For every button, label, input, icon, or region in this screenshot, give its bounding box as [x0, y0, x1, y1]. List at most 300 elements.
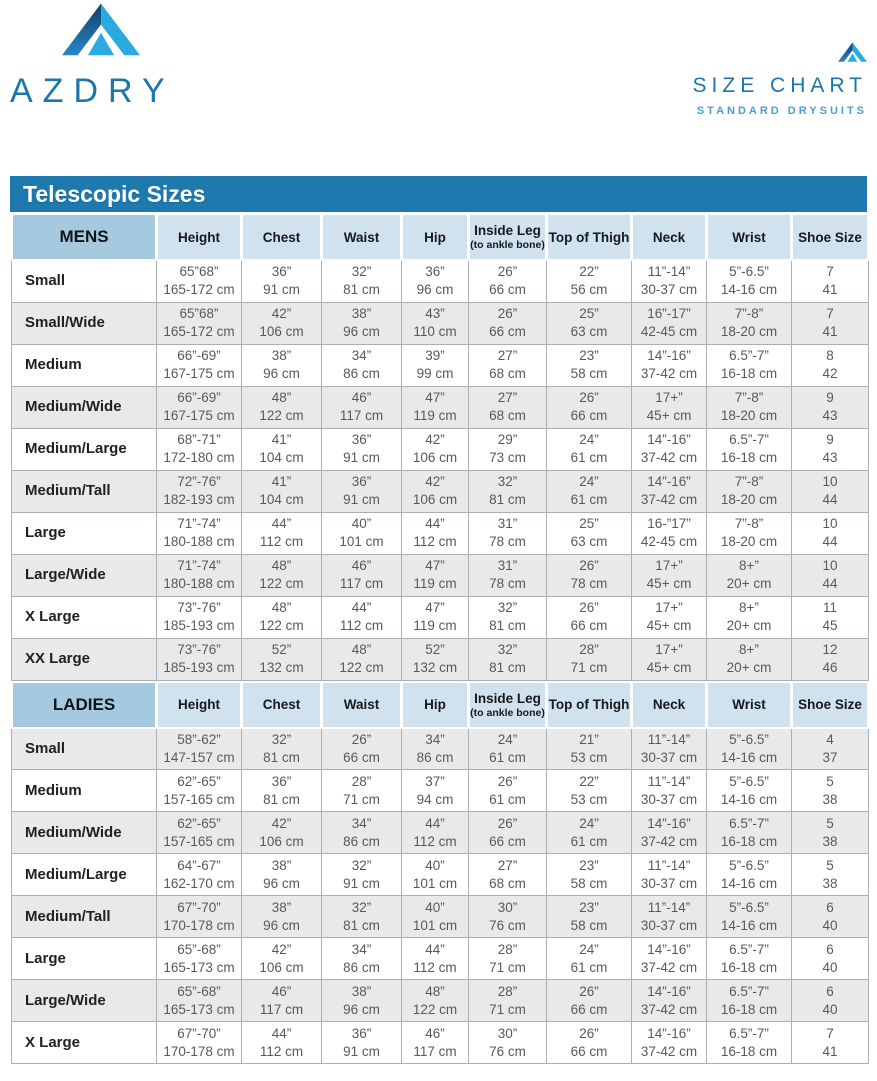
- measurement-line: 16-18 cm: [720, 1001, 778, 1017]
- measurement-cell: [632, 1022, 707, 1064]
- measurement-line: 112 cm: [259, 534, 304, 549]
- measurement-cell: [242, 938, 322, 980]
- measurement-line: 44”: [351, 600, 372, 615]
- measurement-cell: [632, 938, 707, 980]
- measurement-cell: [402, 1022, 469, 1064]
- measurement-cell: [632, 854, 707, 896]
- measurement-line: 37-42 cm: [640, 450, 698, 465]
- measurement-line: 16-18 cm: [720, 959, 778, 975]
- measurement-line: 71 cm: [570, 660, 608, 675]
- measurement-cell: [322, 980, 402, 1022]
- measurement-cell: [707, 812, 792, 854]
- table-row: [12, 344, 869, 386]
- measurement-cell: [402, 302, 469, 344]
- measurement-line: 96 cm: [343, 324, 380, 339]
- measurement-line: 14-16 cm: [720, 917, 778, 933]
- measurement-line: 30-37 cm: [640, 917, 698, 933]
- measurement-line: 7”-8”: [734, 516, 764, 531]
- measurement-cell: [792, 980, 869, 1022]
- measurement-line: 37-42 cm: [640, 959, 698, 975]
- measurement-line: 99 cm: [416, 366, 454, 381]
- measurement-line: 5”-6.5”: [729, 899, 769, 915]
- measurement-line: 40”: [425, 857, 445, 873]
- measurement-line: 30-37 cm: [640, 791, 698, 807]
- measurement-cell: [547, 638, 632, 680]
- measurement-cell: [242, 344, 322, 386]
- measurement-line: 37-42 cm: [640, 1001, 698, 1017]
- measurement-cell: [632, 428, 707, 470]
- measurement-line: 96 cm: [263, 875, 300, 891]
- measurement-cell: [402, 770, 469, 812]
- measurement-line: 81 cm: [263, 791, 300, 807]
- measurement-line: 11”-14”: [647, 773, 691, 789]
- measurement-line: 42: [822, 366, 838, 381]
- measurement-line: 14”-16”: [647, 941, 691, 957]
- column-header-label: Height: [178, 229, 220, 245]
- measurement-cell: [157, 554, 242, 596]
- measurement-line: 36”: [351, 474, 372, 489]
- measurement-line: 14”-16”: [647, 474, 691, 489]
- measurement-line: 38”: [351, 983, 372, 999]
- measurement-line: 66 cm: [570, 408, 608, 423]
- measurement-line: 122 cm: [339, 660, 384, 675]
- measurement-cell: [157, 638, 242, 680]
- column-header-sublabel: (to ankle bone): [470, 239, 545, 251]
- table-row: [12, 812, 869, 854]
- measurement-line: 38”: [351, 306, 372, 321]
- measurement-cell: [157, 980, 242, 1022]
- measurement-line: 24”: [579, 941, 599, 957]
- measurement-cell: [792, 428, 869, 470]
- measurement-line: 36”: [271, 773, 292, 789]
- measurement-cell: [402, 344, 469, 386]
- measurement-line: 66”-69”: [177, 348, 221, 363]
- measurement-line: 29”: [497, 432, 518, 447]
- measurement-line: 24”: [579, 815, 599, 831]
- table-row: [12, 512, 869, 554]
- measurement-line: 64”-67”: [177, 857, 221, 873]
- measurement-cell: [242, 260, 322, 302]
- measurement-line: 44”: [271, 516, 292, 531]
- measurement-line: 104 cm: [259, 450, 304, 465]
- measurement-line: 101 cm: [412, 917, 458, 933]
- measurement-line: 41: [822, 324, 838, 339]
- measurement-cell: [242, 728, 322, 770]
- ladies-group-label: LADIES: [12, 682, 157, 728]
- measurement-cell: [547, 512, 632, 554]
- table-row: [12, 938, 869, 980]
- column-header-label: Wrist: [732, 697, 766, 712]
- measurement-cell: [707, 1022, 792, 1064]
- measurement-cell: [157, 596, 242, 638]
- table-row: [12, 596, 869, 638]
- measurement-cell: [707, 470, 792, 512]
- measurement-line: 45+ cm: [646, 408, 692, 423]
- measurement-cell: [322, 938, 402, 980]
- measurement-line: 47”: [425, 390, 445, 405]
- measurement-cell: [469, 512, 547, 554]
- measurement-cell: [402, 260, 469, 302]
- measurement-line: 14”-16”: [647, 348, 691, 363]
- measurement-line: 48”: [271, 558, 292, 573]
- measurement-line: 119 cm: [413, 408, 457, 423]
- measurement-line: 36”: [425, 264, 445, 280]
- measurement-cell: [242, 896, 322, 938]
- measurement-cell: [322, 512, 402, 554]
- ladies-size-table: [10, 681, 870, 1065]
- measurement-line: 7”-8”: [734, 390, 764, 405]
- measurement-line: 73”-76”: [177, 600, 221, 615]
- measurement-line: 67”-70”: [177, 1025, 221, 1041]
- measurement-cell: [707, 344, 792, 386]
- measurement-cell: [792, 302, 869, 344]
- measurement-cell: [322, 896, 402, 938]
- measurement-line: 119 cm: [413, 618, 457, 633]
- measurement-cell: [632, 386, 707, 428]
- measurement-cell: [707, 596, 792, 638]
- measurement-line: 26”: [497, 815, 518, 831]
- measurement-line: 91 cm: [343, 492, 380, 507]
- measurement-line: 38: [822, 791, 838, 807]
- measurement-line: 66 cm: [343, 749, 380, 765]
- measurement-line: 101 cm: [412, 875, 458, 891]
- measurement-line: 10: [822, 516, 838, 531]
- column-header: [157, 214, 242, 260]
- measurement-cell: [632, 260, 707, 302]
- measurement-line: 8+”: [739, 642, 759, 657]
- column-header: [402, 214, 469, 260]
- measurement-line: 17+”: [655, 600, 683, 615]
- measurement-cell: [632, 770, 707, 812]
- table-row: [12, 896, 869, 938]
- measurement-line: 7: [826, 306, 834, 321]
- column-header: [242, 682, 322, 728]
- measurement-line: 61 cm: [489, 791, 526, 807]
- measurement-line: 45+ cm: [646, 660, 692, 675]
- measurement-cell: [632, 896, 707, 938]
- measurement-cell: [322, 728, 402, 770]
- table-row: [12, 728, 869, 770]
- column-header: [792, 682, 869, 728]
- measurement-line: 11”-14”: [647, 857, 691, 873]
- measurement-line: 94 cm: [416, 791, 454, 807]
- measurement-line: 30-37 cm: [640, 282, 698, 298]
- column-header-label: Chest: [262, 229, 301, 245]
- measurement-line: 53 cm: [570, 791, 608, 807]
- table-row: [12, 554, 869, 596]
- measurement-line: 7: [826, 1025, 834, 1041]
- measurement-line: 34”: [351, 348, 372, 363]
- column-header-sublabel: (to ankle bone): [470, 706, 545, 719]
- measurement-line: 7”-8”: [734, 306, 764, 321]
- measurement-cell: [157, 896, 242, 938]
- measurement-cell: [469, 470, 547, 512]
- measurement-line: 43: [822, 408, 838, 423]
- measurement-cell: [469, 386, 547, 428]
- measurement-cell: [322, 812, 402, 854]
- measurement-cell: [469, 938, 547, 980]
- column-header-label: Waist: [343, 697, 380, 712]
- measurement-line: 91 cm: [343, 1043, 380, 1059]
- measurement-line: 25”: [579, 516, 599, 531]
- measurement-line: 167-175 cm: [163, 366, 235, 381]
- measurement-line: 47”: [425, 558, 445, 573]
- measurement-line: 61 cm: [570, 492, 608, 507]
- measurement-line: 48”: [271, 600, 292, 615]
- measurement-line: 26”: [579, 558, 599, 573]
- measurement-cell: [632, 512, 707, 554]
- measurement-cell: [632, 728, 707, 770]
- measurement-cell: [242, 470, 322, 512]
- measurement-line: 91 cm: [343, 450, 380, 465]
- measurement-line: 32”: [497, 642, 518, 657]
- size-label: XX Large: [12, 638, 157, 680]
- measurement-cell: [707, 854, 792, 896]
- azdry-triangle-logo-small-icon: [838, 42, 867, 62]
- measurement-line: 40: [822, 917, 838, 933]
- measurement-line: 14-16 cm: [720, 875, 778, 891]
- column-header: [242, 214, 322, 260]
- measurement-line: 22”: [579, 773, 599, 789]
- size-label: Medium/Wide: [12, 386, 157, 428]
- column-header: [707, 682, 792, 728]
- measurement-line: 22”: [579, 264, 599, 280]
- measurement-line: 46”: [351, 390, 372, 405]
- measurement-cell: [402, 470, 469, 512]
- measurement-cell: [547, 260, 632, 302]
- column-header-label: Top of Thigh: [548, 229, 630, 245]
- size-label: Medium: [12, 344, 157, 386]
- measurement-cell: [157, 302, 242, 344]
- measurement-cell: [632, 302, 707, 344]
- measurement-line: 65”-68”: [177, 941, 221, 957]
- measurement-cell: [707, 302, 792, 344]
- measurement-line: 122 cm: [259, 408, 304, 423]
- measurement-cell: [547, 938, 632, 980]
- measurement-cell: [707, 386, 792, 428]
- measurement-line: 42”: [425, 432, 445, 447]
- measurement-line: 6.5”-7”: [729, 1025, 769, 1041]
- measurement-cell: [469, 1022, 547, 1064]
- measurement-line: 8+”: [739, 600, 759, 615]
- measurement-line: 5”-6.5”: [729, 773, 769, 789]
- measurement-line: 132 cm: [259, 660, 304, 675]
- measurement-cell: [402, 512, 469, 554]
- measurement-line: 14-16 cm: [720, 282, 778, 298]
- measurement-line: 117 cm: [339, 408, 384, 423]
- measurement-line: 47”: [425, 600, 445, 615]
- measurement-cell: [402, 596, 469, 638]
- measurement-line: 46”: [351, 558, 372, 573]
- measurement-line: 20+ cm: [726, 660, 772, 675]
- measurement-cell: [157, 1022, 242, 1064]
- measurement-line: 106 cm: [412, 450, 458, 465]
- measurement-cell: [707, 260, 792, 302]
- chart-identity-block: [693, 0, 867, 117]
- measurement-line: 65”68”: [179, 306, 219, 321]
- measurement-line: 34”: [425, 731, 445, 747]
- measurement-line: 30-37 cm: [640, 875, 698, 891]
- measurement-line: 14”-16”: [647, 432, 691, 447]
- measurement-line: 37”: [425, 773, 445, 789]
- column-header: [469, 682, 547, 728]
- measurement-line: 48”: [351, 642, 372, 657]
- measurement-line: 52”: [425, 642, 445, 657]
- size-label: Small: [12, 728, 157, 770]
- measurement-cell: [707, 980, 792, 1022]
- measurement-cell: [547, 896, 632, 938]
- ladies-header-row: [12, 682, 869, 728]
- measurement-line: 157-165 cm: [163, 791, 235, 807]
- measurement-line: 63 cm: [570, 324, 608, 339]
- measurement-line: 26”: [497, 306, 518, 321]
- measurement-cell: [157, 470, 242, 512]
- table-row: [12, 638, 869, 680]
- measurement-cell: [242, 638, 322, 680]
- measurement-line: 71”-74”: [177, 516, 221, 531]
- measurement-line: 76 cm: [489, 1043, 526, 1059]
- measurement-line: 37-42 cm: [640, 833, 698, 849]
- measurement-line: 56 cm: [570, 282, 608, 298]
- measurement-line: 61 cm: [489, 749, 526, 765]
- measurement-cell: [547, 980, 632, 1022]
- measurement-line: 25”: [579, 306, 599, 321]
- measurement-line: 96 cm: [263, 366, 300, 381]
- column-header-label: Shoe Size: [798, 229, 862, 245]
- measurement-line: 32”: [351, 857, 372, 873]
- measurement-line: 16-18 cm: [720, 450, 778, 465]
- measurement-line: 38: [822, 833, 838, 849]
- measurement-line: 48”: [271, 390, 292, 405]
- measurement-line: 71”-74”: [177, 558, 221, 573]
- measurement-line: 32”: [271, 731, 292, 747]
- measurement-line: 18-20 cm: [720, 408, 778, 423]
- measurement-line: 61 cm: [570, 959, 608, 975]
- measurement-cell: [547, 728, 632, 770]
- measurement-line: 157-165 cm: [163, 833, 235, 849]
- measurement-cell: [322, 386, 402, 428]
- measurement-line: 26”: [579, 1025, 599, 1041]
- measurement-line: 81 cm: [343, 917, 380, 933]
- measurement-line: 23”: [579, 857, 599, 873]
- measurement-line: 36”: [271, 264, 292, 280]
- measurement-line: 58 cm: [570, 875, 608, 891]
- measurement-line: 26”: [579, 390, 599, 405]
- measurement-line: 36”: [351, 432, 372, 447]
- measurement-cell: [792, 386, 869, 428]
- measurement-cell: [157, 260, 242, 302]
- measurement-line: 67”-70”: [177, 899, 221, 915]
- measurement-line: 10: [822, 558, 838, 573]
- measurement-line: 37-42 cm: [640, 1043, 698, 1059]
- measurement-cell: [547, 386, 632, 428]
- measurement-cell: [792, 344, 869, 386]
- measurement-line: 81 cm: [489, 618, 526, 633]
- measurement-cell: [707, 896, 792, 938]
- measurement-line: 5: [826, 773, 834, 789]
- measurement-line: 66 cm: [489, 833, 526, 849]
- measurement-line: 78 cm: [570, 576, 608, 591]
- measurement-line: 12: [822, 642, 838, 657]
- measurement-line: 6.5”-7”: [729, 941, 769, 957]
- measurement-line: 86 cm: [343, 959, 380, 975]
- column-header-label: Hip: [424, 697, 446, 712]
- measurement-line: 41: [822, 1043, 838, 1059]
- measurement-line: 42-45 cm: [640, 324, 698, 339]
- measurement-line: 165-172 cm: [163, 282, 235, 298]
- size-label: Large: [12, 512, 157, 554]
- measurement-cell: [632, 470, 707, 512]
- size-label: Small: [12, 260, 157, 302]
- measurement-line: 38: [822, 875, 838, 891]
- measurement-cell: [469, 260, 547, 302]
- measurement-cell: [792, 896, 869, 938]
- measurement-line: 38”: [271, 857, 292, 873]
- measurement-line: 6: [826, 899, 834, 915]
- column-header-label: Chest: [262, 697, 301, 712]
- column-header-label: Height: [178, 697, 220, 712]
- measurement-line: 40: [822, 959, 838, 975]
- measurement-cell: [322, 596, 402, 638]
- measurement-line: 16”-17”: [647, 306, 691, 321]
- measurement-line: 66 cm: [489, 282, 526, 298]
- measurement-cell: [547, 470, 632, 512]
- measurement-line: 16-18 cm: [720, 1043, 778, 1059]
- measurement-line: 106 cm: [259, 324, 304, 339]
- measurement-cell: [547, 344, 632, 386]
- measurement-line: 167-175 cm: [163, 408, 235, 423]
- measurement-cell: [792, 854, 869, 896]
- measurement-cell: [402, 638, 469, 680]
- measurement-line: 5”-6.5”: [729, 857, 769, 873]
- measurement-line: 5: [826, 815, 834, 831]
- measurement-line: 26”: [579, 600, 599, 615]
- measurement-cell: [707, 770, 792, 812]
- measurement-line: 117 cm: [259, 1001, 304, 1017]
- measurement-cell: [157, 728, 242, 770]
- measurement-line: 165-172 cm: [163, 324, 235, 339]
- table-row: [12, 980, 869, 1022]
- measurement-line: 39”: [425, 348, 445, 363]
- measurement-line: 44: [822, 534, 838, 549]
- measurement-line: 23”: [579, 348, 599, 363]
- measurement-cell: [322, 428, 402, 470]
- measurement-cell: [707, 938, 792, 980]
- measurement-line: 45+ cm: [646, 618, 692, 633]
- measurement-line: 38”: [271, 899, 292, 915]
- measurement-cell: [157, 770, 242, 812]
- measurement-line: 78 cm: [489, 534, 526, 549]
- measurement-line: 9: [826, 390, 834, 405]
- measurement-line: 62”-65”: [177, 815, 221, 831]
- measurement-line: 180-188 cm: [163, 534, 235, 549]
- column-header: [469, 214, 547, 260]
- measurement-line: 16-”17”: [647, 516, 691, 531]
- column-header-label: Hip: [424, 229, 446, 245]
- measurement-cell: [469, 428, 547, 470]
- measurement-line: 44”: [271, 1025, 292, 1041]
- measurement-cell: [157, 344, 242, 386]
- table-row: [12, 854, 869, 896]
- measurement-cell: [242, 854, 322, 896]
- measurement-line: 6.5”-7”: [729, 815, 769, 831]
- measurement-line: 24”: [579, 432, 599, 447]
- measurement-line: 106 cm: [412, 492, 458, 507]
- measurement-line: 40”: [351, 516, 372, 531]
- measurement-line: 76 cm: [489, 917, 526, 933]
- measurement-line: 11”-14”: [647, 264, 691, 280]
- measurement-line: 27”: [497, 348, 518, 363]
